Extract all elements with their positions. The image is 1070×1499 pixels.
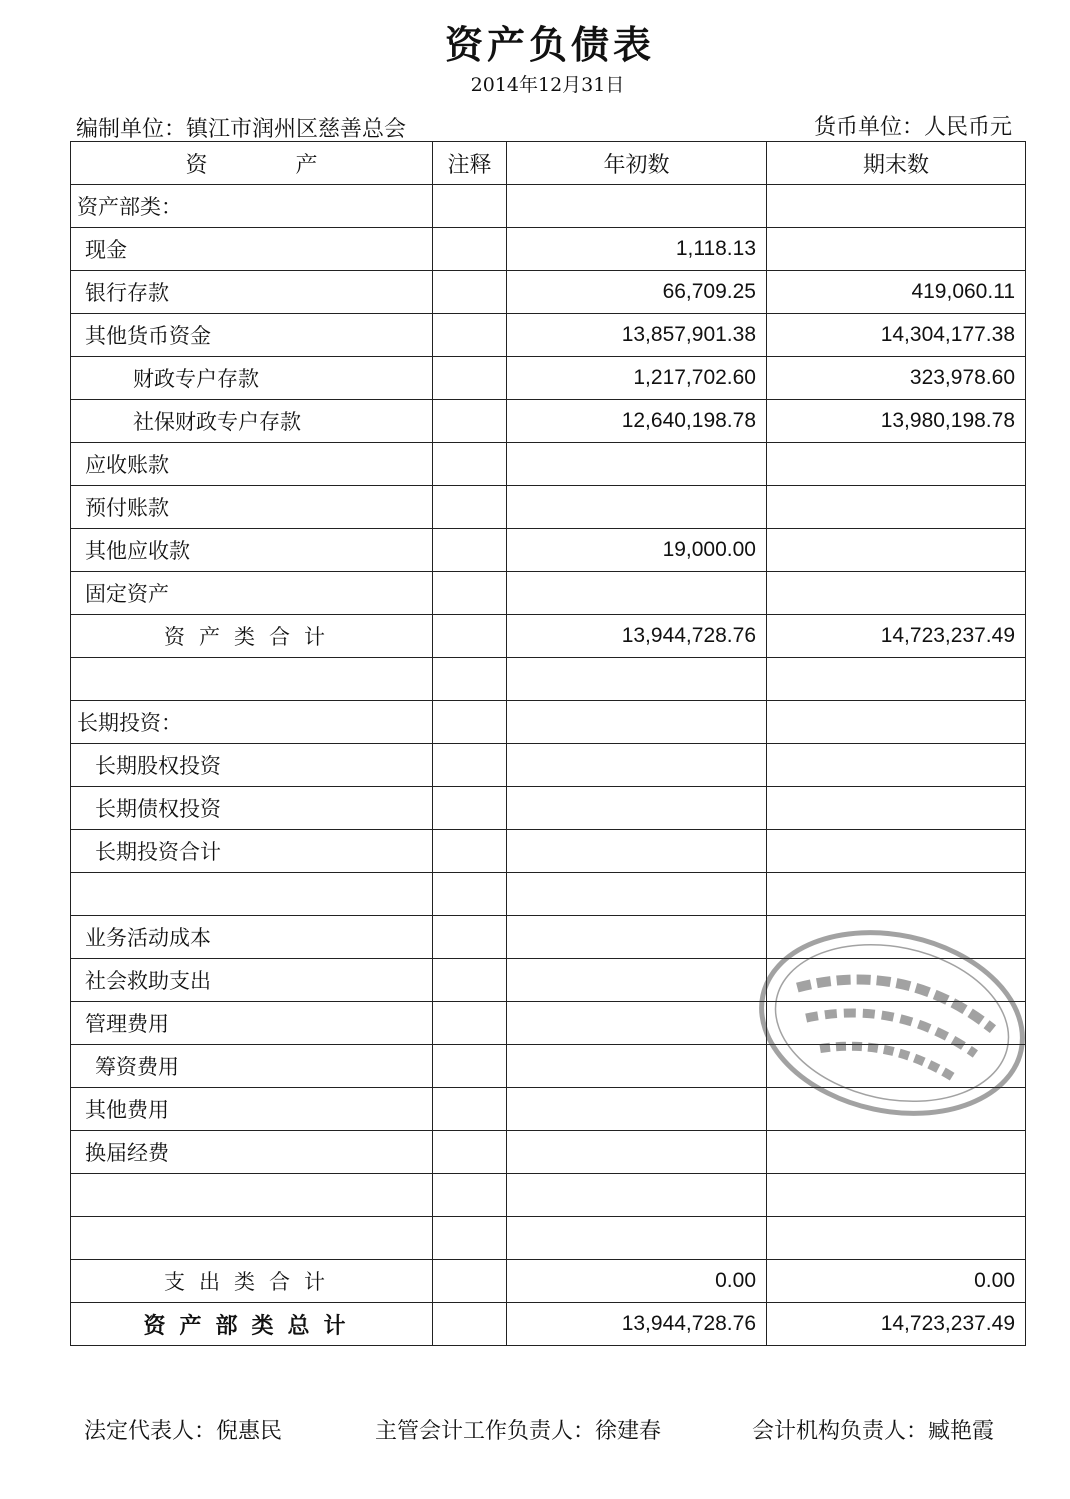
row-label: 预付账款 bbox=[71, 486, 433, 529]
row-label: 资产部类总计 bbox=[71, 1303, 433, 1346]
row-begin bbox=[507, 1088, 767, 1131]
table-row bbox=[71, 1045, 1026, 1088]
row-label: 支出类合计 bbox=[71, 1260, 433, 1303]
row-label: 资产部类： bbox=[71, 185, 433, 228]
header-note: 注释 bbox=[433, 142, 507, 185]
row-begin: 13,857,901.38 bbox=[507, 314, 767, 357]
table-row-subtotal bbox=[71, 615, 1026, 658]
row-end: 0.00 bbox=[767, 1260, 1026, 1303]
table-row bbox=[71, 873, 1026, 916]
row-label bbox=[71, 658, 433, 701]
row-label: 管理费用 bbox=[71, 1002, 433, 1045]
row-end bbox=[767, 830, 1026, 873]
row-end bbox=[767, 572, 1026, 615]
organization-line: 编制单位：镇江市润州区慈善总会 bbox=[76, 117, 407, 142]
table-row bbox=[71, 701, 1026, 744]
row-begin bbox=[507, 959, 767, 1002]
row-begin bbox=[507, 658, 767, 701]
row-note bbox=[433, 1045, 507, 1088]
table-row bbox=[71, 443, 1026, 486]
row-begin: 1,118.13 bbox=[507, 228, 767, 271]
row-label: 长期投资合计 bbox=[71, 830, 433, 873]
row-begin bbox=[507, 916, 767, 959]
row-label: 长期股权投资 bbox=[71, 744, 433, 787]
row-label: 应收账款 bbox=[71, 443, 433, 486]
row-end bbox=[767, 873, 1026, 916]
currency-unit: 货币单位：人民币元 bbox=[813, 115, 1012, 140]
row-note bbox=[433, 1002, 507, 1045]
row-begin bbox=[507, 1131, 767, 1174]
row-note bbox=[433, 658, 507, 701]
balance-sheet-table bbox=[70, 141, 1026, 1346]
row-label: 社会救助支出 bbox=[71, 959, 433, 1002]
row-label: 银行存款 bbox=[71, 271, 433, 314]
report-date: 2014年12月31日 bbox=[470, 74, 625, 96]
row-label: 其他费用 bbox=[71, 1088, 433, 1131]
table-row bbox=[71, 830, 1026, 873]
row-label: 社保财政专户存款 bbox=[71, 400, 433, 443]
row-note bbox=[433, 228, 507, 271]
row-begin bbox=[507, 1174, 767, 1217]
table-row bbox=[71, 959, 1026, 1002]
row-label: 换届经费 bbox=[71, 1131, 433, 1174]
header-asset bbox=[71, 142, 433, 185]
row-begin bbox=[507, 1002, 767, 1045]
row-label: 财政专户存款 bbox=[71, 357, 433, 400]
row-note bbox=[433, 1174, 507, 1217]
row-end bbox=[767, 787, 1026, 830]
row-end bbox=[767, 1088, 1026, 1131]
row-label bbox=[71, 1217, 433, 1260]
row-label: 筹资费用 bbox=[71, 1045, 433, 1088]
row-note bbox=[433, 1260, 507, 1303]
row-begin bbox=[507, 830, 767, 873]
row-end bbox=[767, 228, 1026, 271]
row-label: 长期投资： bbox=[71, 701, 433, 744]
row-end: 14,304,177.38 bbox=[767, 314, 1026, 357]
table-row bbox=[71, 529, 1026, 572]
table-row-grand-total bbox=[71, 1303, 1026, 1346]
row-end bbox=[767, 959, 1026, 1002]
row-note bbox=[433, 572, 507, 615]
row-note bbox=[433, 916, 507, 959]
row-end bbox=[767, 658, 1026, 701]
table-row bbox=[71, 271, 1026, 314]
row-begin: 13,944,728.76 bbox=[507, 615, 767, 658]
row-end: 419,060.11 bbox=[767, 271, 1026, 314]
row-note bbox=[433, 1303, 507, 1346]
table-row bbox=[71, 228, 1026, 271]
row-label: 资产类合计 bbox=[71, 615, 433, 658]
row-end bbox=[767, 529, 1026, 572]
row-label: 长期债权投资 bbox=[71, 787, 433, 830]
row-note bbox=[433, 271, 507, 314]
table-row bbox=[71, 1002, 1026, 1045]
row-begin bbox=[507, 572, 767, 615]
table-header-row bbox=[71, 142, 1026, 185]
row-end bbox=[767, 1131, 1026, 1174]
table-row bbox=[71, 572, 1026, 615]
row-begin: 0.00 bbox=[507, 1260, 767, 1303]
row-begin bbox=[507, 787, 767, 830]
row-note bbox=[433, 787, 507, 830]
row-end: 14,723,237.49 bbox=[767, 1303, 1026, 1346]
row-end bbox=[767, 443, 1026, 486]
table-row bbox=[71, 314, 1026, 357]
table-row bbox=[71, 1174, 1026, 1217]
row-note bbox=[433, 1217, 507, 1260]
table-row bbox=[71, 787, 1026, 830]
row-begin bbox=[507, 744, 767, 787]
row-note bbox=[433, 830, 507, 873]
row-begin: 19,000.00 bbox=[507, 529, 767, 572]
row-begin bbox=[507, 1045, 767, 1088]
row-end bbox=[767, 916, 1026, 959]
row-end bbox=[767, 486, 1026, 529]
row-end bbox=[767, 701, 1026, 744]
row-note bbox=[433, 1088, 507, 1131]
legal-representative: 法定代表人：倪惠民 bbox=[84, 1419, 283, 1444]
row-note bbox=[433, 701, 507, 744]
row-end bbox=[767, 185, 1026, 228]
table-row bbox=[71, 744, 1026, 787]
row-note bbox=[433, 873, 507, 916]
row-label: 现金 bbox=[71, 228, 433, 271]
row-begin: 1,217,702.60 bbox=[507, 357, 767, 400]
row-label bbox=[71, 1174, 433, 1217]
row-label: 业务活动成本 bbox=[71, 916, 433, 959]
table-row bbox=[71, 1088, 1026, 1131]
row-end bbox=[767, 1217, 1026, 1260]
row-end: 13,980,198.78 bbox=[767, 400, 1026, 443]
header-asset-char-1: 资 bbox=[185, 152, 208, 178]
row-begin bbox=[507, 486, 767, 529]
row-label bbox=[71, 873, 433, 916]
row-end bbox=[767, 1174, 1026, 1217]
row-label: 固定资产 bbox=[71, 572, 433, 615]
row-begin: 66,709.25 bbox=[507, 271, 767, 314]
table-row-subtotal bbox=[71, 1260, 1026, 1303]
table-row bbox=[71, 658, 1026, 701]
row-note bbox=[433, 1131, 507, 1174]
accounting-head: 会计机构负责人：臧艳霞 bbox=[752, 1419, 995, 1444]
row-note bbox=[433, 185, 507, 228]
row-begin bbox=[507, 185, 767, 228]
row-note bbox=[433, 529, 507, 572]
table-row bbox=[71, 1217, 1026, 1260]
row-begin bbox=[507, 443, 767, 486]
row-end: 323,978.60 bbox=[767, 357, 1026, 400]
row-begin: 13,944,728.76 bbox=[507, 1303, 767, 1346]
row-label: 其他应收款 bbox=[71, 529, 433, 572]
row-note bbox=[433, 959, 507, 1002]
table-row bbox=[71, 916, 1026, 959]
table-row bbox=[71, 357, 1026, 400]
row-begin: 12,640,198.78 bbox=[507, 400, 767, 443]
row-end bbox=[767, 1045, 1026, 1088]
header-asset-char-2: 产 bbox=[295, 152, 318, 178]
row-note bbox=[433, 400, 507, 443]
table-row bbox=[71, 1131, 1026, 1174]
row-end: 14,723,237.49 bbox=[767, 615, 1026, 658]
table-row bbox=[71, 185, 1026, 228]
row-note bbox=[433, 744, 507, 787]
row-begin bbox=[507, 1217, 767, 1260]
row-begin bbox=[507, 701, 767, 744]
row-label: 其他货币资金 bbox=[71, 314, 433, 357]
header-end: 期末数 bbox=[767, 142, 1026, 185]
row-note bbox=[433, 486, 507, 529]
row-note bbox=[433, 314, 507, 357]
row-end bbox=[767, 744, 1026, 787]
table-row bbox=[71, 486, 1026, 529]
row-note bbox=[433, 357, 507, 400]
row-begin bbox=[507, 873, 767, 916]
row-note bbox=[433, 615, 507, 658]
header-begin: 年初数 bbox=[507, 142, 767, 185]
chief-accountant: 主管会计工作负责人：徐建春 bbox=[375, 1419, 662, 1444]
table-row bbox=[71, 400, 1026, 443]
document-title: 资产负债表 bbox=[444, 23, 655, 67]
row-note bbox=[433, 443, 507, 486]
row-end bbox=[767, 1002, 1026, 1045]
